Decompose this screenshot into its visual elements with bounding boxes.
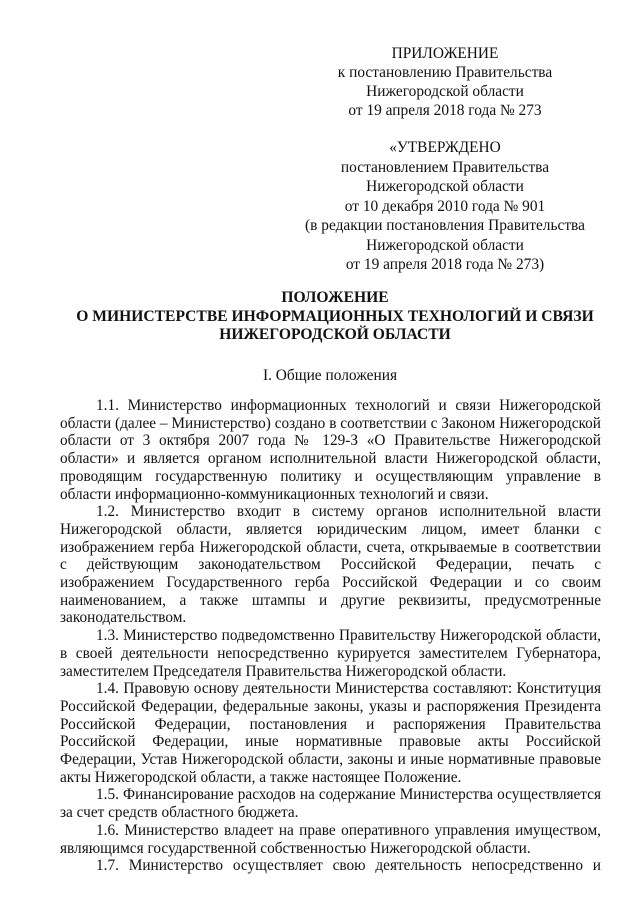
paragraph-1-4: 1.4. Правовую основу деятельности Министерства составляют: Конституция Российской Федерации, федеральные законы, указы и распоряжения Президента Российской Федерации, постановления и распоряжения Правительства Российской Федерации, иные нормативные правовые акты Российской Федерации, Устав Нижегородской области, законы и иные нормативные правовые акты Нижегородской области, а также настоящее Положение. xyxy=(60,680,601,786)
appendix-line: от 19 апреля 2018 года № 273 xyxy=(348,102,542,119)
document-title xyxy=(40,289,630,345)
paragraph-1-3: 1.3. Министерство подведомственно Правительству Нижегородской области, в своей деятельности непосредственно курируется заместителем Губернатора, заместителем Председателя Правительства Нижегородской области. xyxy=(60,627,601,680)
paragraph-1-6: 1.6. Министерство владеет на праве оперативного управления имуществом, являющимся государственной собственностью Нижегородской области. xyxy=(60,821,601,857)
appendix-block xyxy=(330,44,560,120)
approval-line: (в редакции постановления Правительства xyxy=(305,217,585,234)
approval-line: постановлением Правительства xyxy=(340,158,550,176)
appendix-line: к постановлению Правительства xyxy=(337,64,553,81)
paragraph-1-2: 1.2. Министерство входит в систему органов исполнительной власти Нижегородской области, является юридическим лицом, имеет бланки с изображением герба Нижегородской области, счета, открываемые в соответствии с действующим законодательством Российской Федерации, печать с изображением Государственного герба Российской Федерации и со своим наименованием, а также штампы и другие реквизиты, предусмотренные законодательством. xyxy=(60,503,601,627)
approval-line: Нижегородской области xyxy=(366,178,524,195)
approval-line: от 19 апреля 2018 года № 273) xyxy=(345,256,545,273)
title-line: О МИНИСТЕРСТВЕ ИНФОРМАЦИОННЫХ ТЕХНОЛОГИЙ И СВЯЗИ xyxy=(76,307,594,325)
title-line: НИЖЕГОРОДСКОЙ ОБЛАСТИ xyxy=(219,326,451,343)
paragraph-1-5: 1.5. Финансирование расходов на содержание Министерства осуществляется за счет средств областного бюджета. xyxy=(60,786,601,822)
appendix-heading: ПРИЛОЖЕНИЕ xyxy=(391,45,499,62)
approval-heading: «УТВЕРЖДЕНО xyxy=(389,139,501,156)
document-body xyxy=(60,397,601,875)
paragraph-1-1: 1.1. Министерство информационных технологий и связи Нижегородской области (далее – Министерство) создано в соответствии с Законом Нижегородской области от 3 октября 2007 года № 129-З «О Правительстве Нижегородской области» и является органом исполнительной власти Нижегородской области, проводящим государственную политику и осуществляющим управление в области информационно-коммуникационных технологий и связи. xyxy=(60,397,601,503)
approval-line: Нижегородской области xyxy=(366,236,524,254)
approval-line: от 10 декабря 2010 года № 901 xyxy=(344,197,546,215)
appendix-line: Нижегородской области xyxy=(366,83,524,100)
title-line: ПОЛОЖЕНИЕ xyxy=(281,289,389,306)
section-heading: I. Общие положения xyxy=(262,367,398,384)
paragraph-1-7: 1.7. Министерство осуществляет свою деятельность непосредственно и xyxy=(96,857,601,875)
approval-block xyxy=(300,138,590,275)
